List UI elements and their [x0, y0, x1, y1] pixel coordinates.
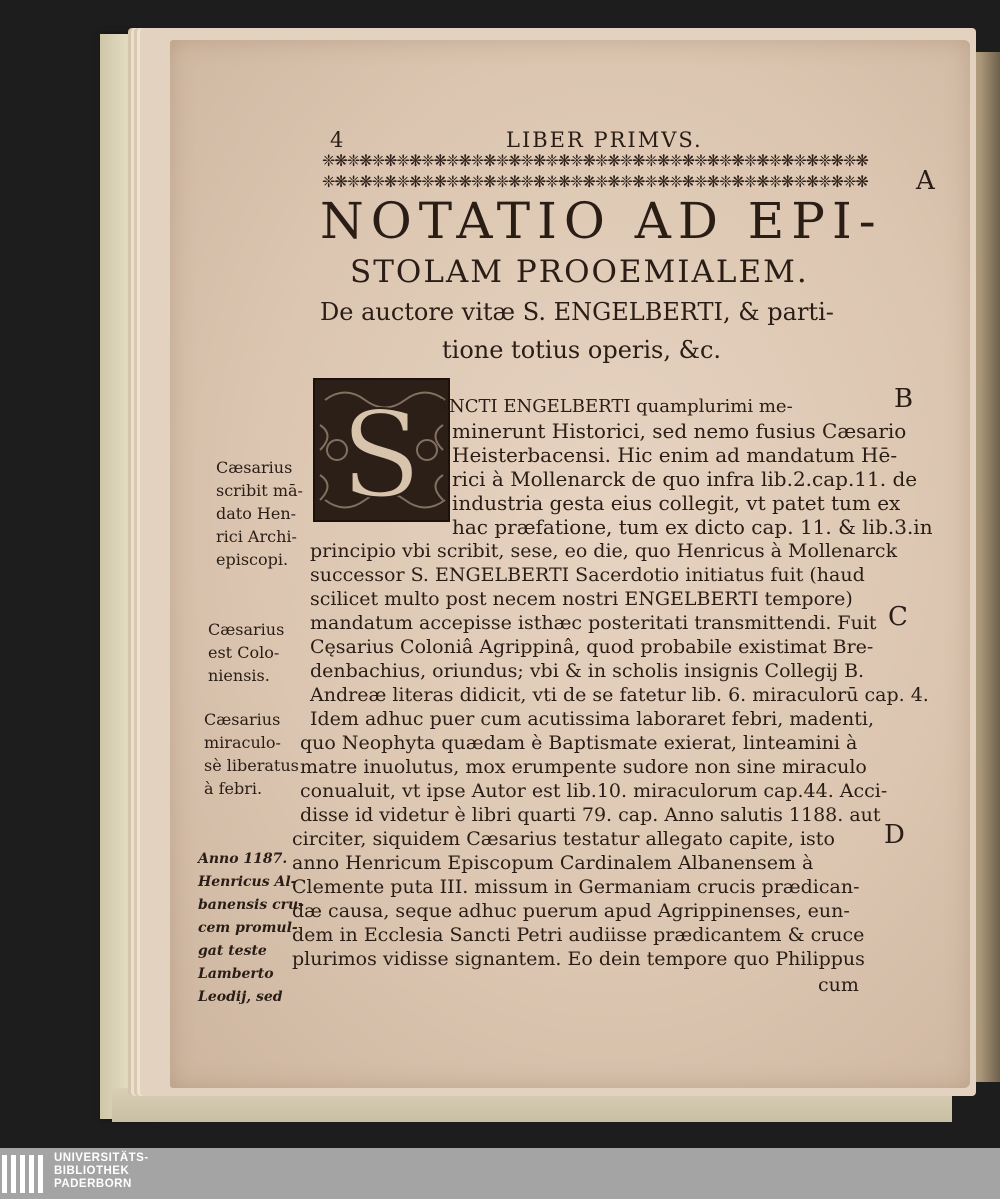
margin-letter-a: A	[916, 166, 935, 196]
marginal-note: Cæsarius est Colo- niensis.	[208, 620, 285, 685]
text-line: Cęsarius Coloniâ Agrippinâ, quod probabile existimat Bre-	[310, 636, 874, 658]
margin-letter-c: C	[888, 602, 908, 632]
text-line: matre inuolutus, mox erumpente sudore non sine miraculo	[300, 756, 867, 778]
running-title: LIBER PRIMVS.	[506, 128, 703, 152]
text-line: disse id videtur è libri quarti 79. cap. Anno salutis 1188. aut	[300, 804, 881, 826]
text-line: principio vbi scribit, sese, eo die, quo Henricus à Mollenarck	[310, 540, 898, 562]
title-line-2: STOLAM PROOEMIALEM.	[350, 254, 809, 290]
text-line: dem in Ecclesia Sancti Petri audiisse prædicantem & cruce	[292, 924, 865, 946]
text-line: rici à Mollenarck de quo infra lib.2.cap.11. de	[452, 467, 918, 491]
text-line: hac præfatione, tum ex dicto cap. 11. & lib.3.in	[452, 515, 933, 539]
text-line: ANCTI ENGELBERTI quamplurimi me-	[436, 396, 793, 417]
text-line: denbachius, oriundus; vbi & in scholis insignis Collegij B.	[310, 660, 865, 682]
text-line: cum	[818, 974, 859, 996]
title-line-1: NOTATIO AD EPI-	[320, 192, 883, 250]
margin-letter-b: B	[894, 384, 914, 414]
text-line: Clemente puta III. missum in Germaniam crucis prædican-	[292, 876, 860, 898]
text-line: Idem adhuc puer cum acutissima laboraret febri, madenti,	[310, 708, 875, 730]
subtitle-line-1: De auctore vitæ S. ENGELBERTI, & parti-	[320, 298, 834, 326]
ornament-row-2: ❈❋❈❋❈❋❈❋❈❋❈❋❈❋❈❋❈❋❈❋❈❋❈❋❈❋❈❋❈❋❈❋❈❋❈❋❈❋❈❋❈❋❈❋	[322, 173, 868, 190]
subtitle-line-2: tione totius operis, &c.	[442, 336, 722, 364]
text-line: dæ causa, seque adhuc puerum apud Agrippinenses, eun-	[292, 900, 850, 922]
marginal-note: Anno 1187. Henricus Al- banensis cru- cem promul- gat teste Lamberto Leodij, sed	[198, 851, 304, 1005]
marginal-note: Cæsarius scribit mā- dato Hen- rici Archi- episcopi.	[216, 458, 303, 569]
page-number: 4	[330, 128, 346, 152]
text-line: scilicet multo post necem nostri ENGELBERTI tempore)	[310, 588, 853, 610]
text-line: quo Neophyta quædam è Baptismate exierat, linteamini à	[300, 732, 858, 754]
text-line: mandatum accepisse isthæc posteritati transmittendi. Fuit	[310, 612, 877, 634]
text-line: Heisterbacensi. Hic enim ad mandatum Hē-	[452, 443, 898, 467]
text-line: anno Henricum Episcopum Cardinalem Albanensem à	[292, 852, 814, 874]
text-line: circiter, siquidem Cæsarius testatur allegato capite, isto	[292, 828, 835, 850]
margin-letter-d: D	[884, 820, 905, 850]
footer-bar	[0, 1148, 1000, 1199]
decorated-initial	[313, 378, 450, 522]
library-logo-icon	[0, 1153, 46, 1195]
text-line: minerunt Historici, sed nemo fusius Cæsario	[452, 419, 907, 443]
marginal-note: Cæsarius miraculo- sè liberatus à febri.	[204, 710, 299, 798]
book-page	[170, 40, 970, 1088]
text-line: conualuit, vt ipse Autor est lib.10. miraculorum cap.44. Acci-	[300, 780, 888, 802]
text-line: industria gesta eius collegit, vt patet tum ex	[452, 491, 901, 515]
text-line: plurimos vidisse signantem. Eo dein tempore quo Philippus	[292, 948, 865, 970]
svg-text:S: S	[340, 386, 422, 520]
text-line: successor S. ENGELBERTI Sacerdotio initiatus fuit (haud	[310, 564, 865, 586]
ornament-row-1: ❈❋❈❋❈❋❈❋❈❋❈❋❈❋❈❋❈❋❈❋❈❋❈❋❈❋❈❋❈❋❈❋❈❋❈❋❈❋❈❋❈❋❈❋	[322, 152, 868, 169]
library-logo-text: UNIVERSITÄTS- BIBLIOTHEK PADERBORN	[54, 1152, 149, 1190]
text-line: Andreæ literas didicit, vti de se fatetur lib. 6. miraculorū cap. 4.	[310, 684, 929, 706]
